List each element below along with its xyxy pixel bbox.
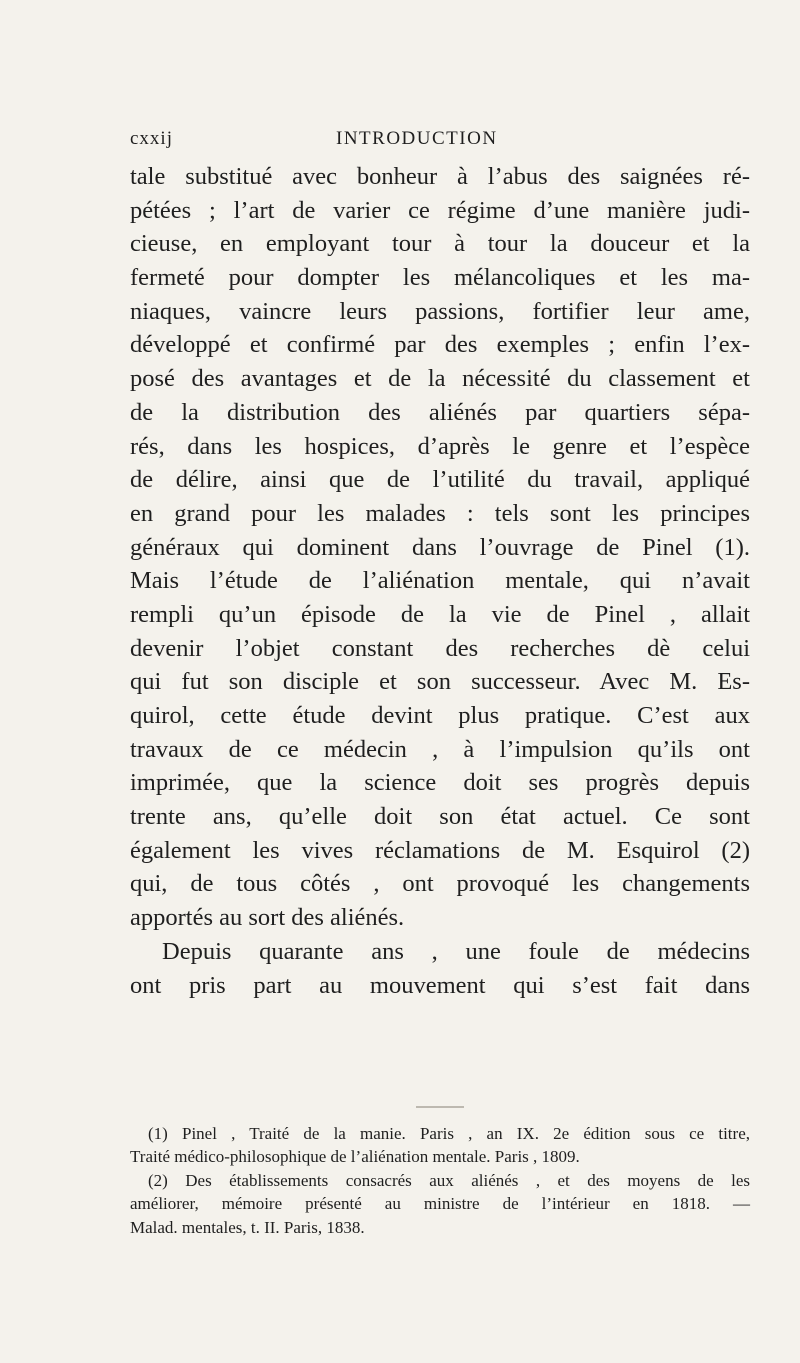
text-line: apportés au sort des aliénés. xyxy=(130,904,405,932)
text-line: pétées ; l’art de varier ce régime d’une manière judi- xyxy=(130,196,750,224)
text-line: imprimée, que la science doit ses progrès depuis xyxy=(130,769,750,797)
text-line: travaux de ce médecin , à l’impulsion qu’ils ont xyxy=(130,735,750,763)
text-line: fermeté pour dompter les mélancoliques et les ma- xyxy=(130,264,750,292)
running-title: INTRODUCTION xyxy=(336,128,498,149)
footnote-separator xyxy=(130,1106,750,1107)
text-line: posé des avantages et de la nécessité du classement et xyxy=(130,365,750,393)
footnote-line: (2) Des établissements consacrés aux aliénés , et des moyens de les xyxy=(148,1170,750,1190)
text-line: généraux qui dominent dans l’ouvrage de Pinel (1). xyxy=(130,533,750,561)
text-line: niaques, vaincre leurs passions, fortifier leur ame, xyxy=(130,297,750,325)
text-line: de la distribution des aliénés par quartiers sépa- xyxy=(130,398,750,426)
text-line: cieuse, en employant tour à tour la douceur et la xyxy=(130,230,750,258)
page-header xyxy=(130,128,770,154)
text-line: également les vives réclamations de M. Esquirol (2) xyxy=(130,836,750,864)
text-line: qui fut son disciple et son successeur. Avec M. Es- xyxy=(130,668,750,696)
main-text xyxy=(130,160,750,1002)
text-line: qui, de tous côtés , ont provoqué les changements xyxy=(130,870,750,898)
footnote-line: Malad. mentales, t. II. Paris, 1838. xyxy=(130,1217,365,1237)
text-line: de délire, ainsi que de l’utilité du travail, appliqué xyxy=(130,466,750,494)
footnote-line: (1) Pinel , Traité de la manie. Paris , an IX. 2e édition sous ce titre, xyxy=(148,1124,750,1143)
text-line: devenir l’objet constant des recherches dè celui xyxy=(130,634,750,662)
text-line: rés, dans les hospices, d’après le genre et l’espèce xyxy=(130,432,750,460)
text-line: trente ans, qu’elle doit son état actuel. Ce sont xyxy=(130,803,750,831)
footnotes xyxy=(130,1122,750,1239)
text-line: Depuis quarante ans , une foule de médecins xyxy=(162,937,750,965)
footnote-line: améliorer, mémoire présenté au ministre de l’intérieur en 1818. — xyxy=(130,1194,750,1214)
text-line: développé et confirmé par des exemples ; enfin l’ex- xyxy=(130,331,750,359)
page-number: cxxij xyxy=(130,128,173,149)
footnote-line: Traité médico-philosophique de l’aliénation mentale. Paris , 1809. xyxy=(130,1147,580,1167)
text-line: tale substitué avec bonheur à l’abus des saignées ré- xyxy=(130,163,750,190)
text-line: Mais l’étude de l’aliénation mentale, qui n’avait xyxy=(130,567,750,595)
text-line: ont pris part au mouvement qui s’est fait dans xyxy=(130,971,750,999)
text-line: quirol, cette étude devint plus pratique. C’est aux xyxy=(130,702,750,729)
text-line: rempli qu’un épisode de la vie de Pinel , allait xyxy=(130,600,750,628)
text-line: en grand pour les malades : tels sont les principes xyxy=(130,499,750,527)
